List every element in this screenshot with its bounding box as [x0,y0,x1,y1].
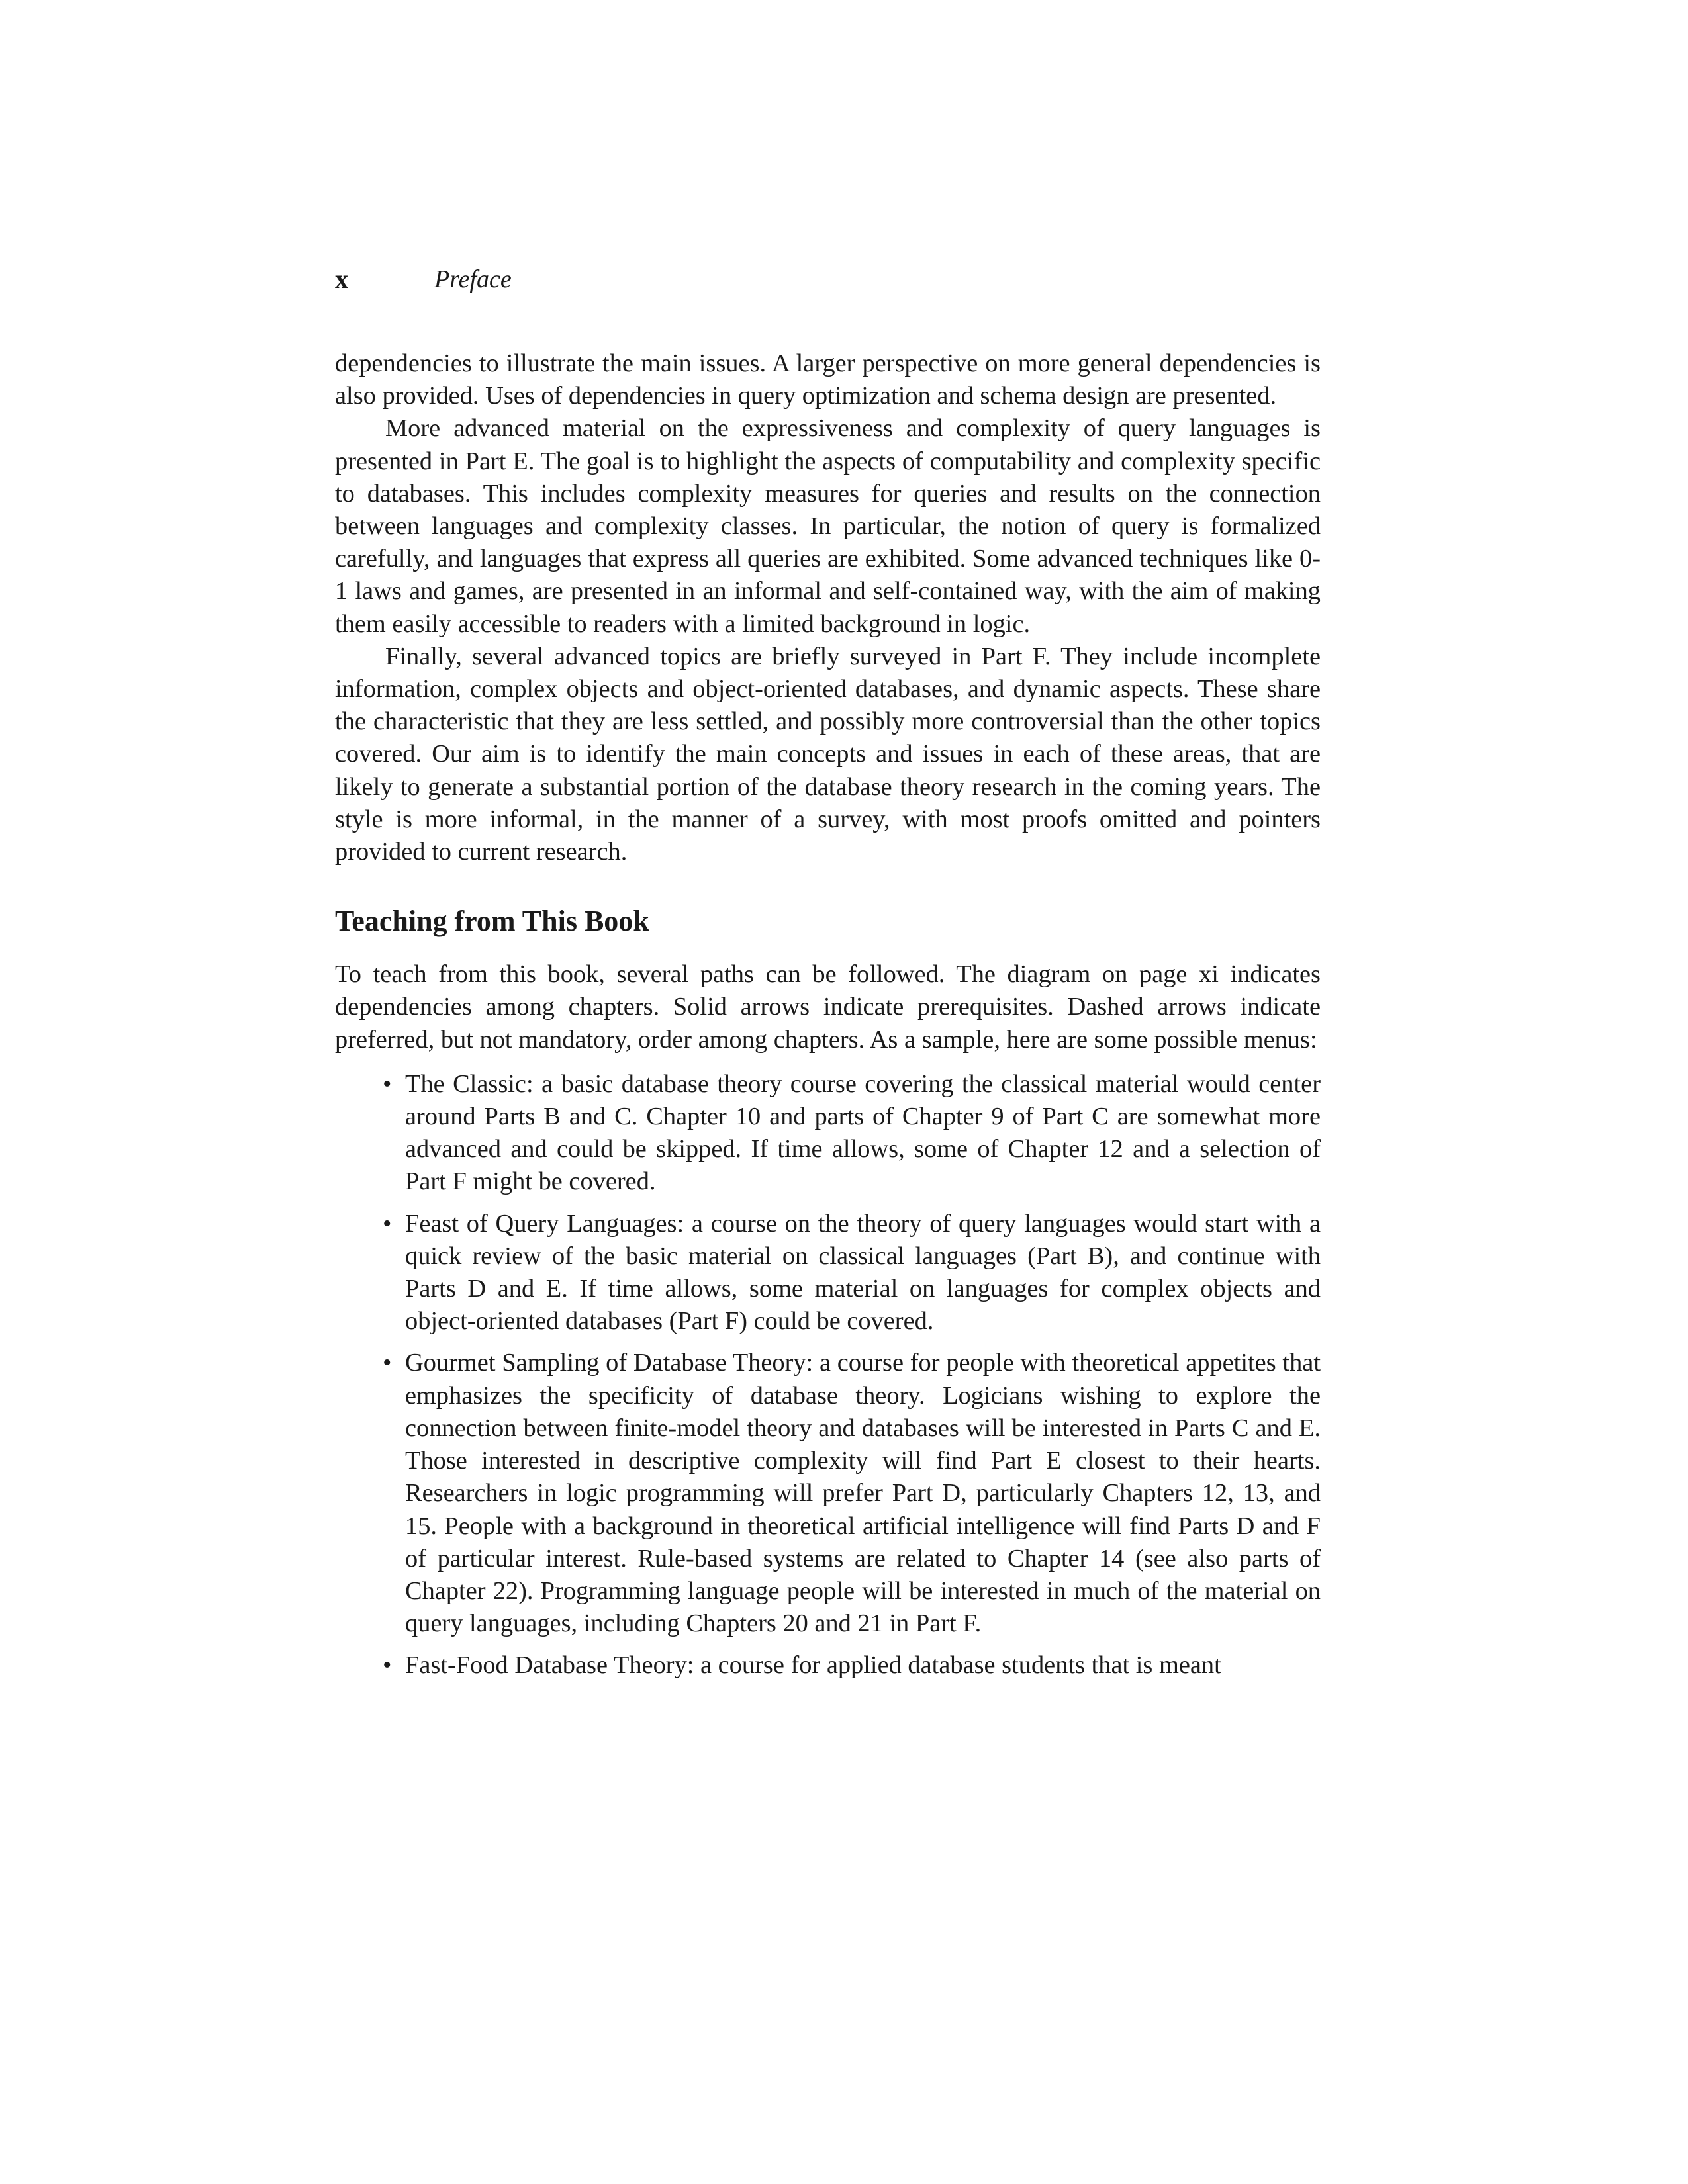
list-item-text: Fast-Food Database Theory: a course for applied database students that is meant [405,1651,1221,1680]
paragraph-dependencies: dependencies to illustrate the main issues. A larger perspective on more general dependencies is also provided. Uses of dependencies in query optimization and schema design are presented. [335,349,1321,410]
page-number: x [335,264,348,294]
bullet-icon: • [383,1651,392,1680]
section-heading: Teaching from This Book [335,905,649,938]
list-item-feast [383,1208,1321,1338]
bullet-icon: • [383,1069,392,1098]
bullet-icon: • [383,1209,392,1238]
list-item-text: Gourmet Sampling of Database Theory: a course for people with theoretical appetites that emphasizes the specificity of database theory. Logicians wishing to explore the connection between finite-model theory and databases will be interested in Parts C and E. Those interested in descriptive complexity will find Part E closest to their hearts. Researchers in logic programming will prefer Part D, particularly Chapters 12, 13, and 15. People with a background in theoretical artificial intelligence will find Parts D and F of particular interest. Rule-based systems are related to Chapter 14 (see also parts of Chapter 22). Programming language people will be interested in much of the material on query languages, including Chapters 20 and 21 in Part F. [405,1349,1321,1638]
bullet-icon: • [383,1349,392,1377]
body-text [335,347,1321,1692]
list-item-classic [383,1068,1321,1199]
running-head [335,259,1328,299]
list-item-text: Feast of Query Languages: a course on the theory of query languages would start with a quick review of the basic material on classical languages (Part B), and continue with Parts D and E. If time allows, some material on languages for complex objects and object-oriented databases (Part F) could be covered. [405,1209,1321,1336]
list-item-text: The Classic: a basic database theory course covering the classical material would center around Parts B and C. Chapter 10 and parts of Chapter 9 of Part C are somewhat more advanced and could be skipped. If time allows, some of Chapter 12 and a selection of Part F might be covered. [405,1069,1321,1196]
paragraph-part-f: Finally, several advanced topics are briefly surveyed in Part F. They include incomplete information, complex objects and object-oriented databases, and dynamic aspects. These share the characteristic that they are less settled, and possibly more controversial than the other topics covered. Our aim is to identify the main concepts and issues in each of these areas, that are likely to generate a substantial portion of the database theory research in the coming years. The style is more informal, in the manner of a survey, with most proofs omitted and pointers provided to current research. [335,642,1321,866]
paragraph-part-e: More advanced material on the expressiveness and complexity of query languages is presented in Part E. The goal is to highlight the aspects of computability and complexity specific to databases. This includes complexity measures for queries and results on the connection between languages and complexity classes. In particular, the notion of query is formalized carefully, and languages that express all queries are exhibited. Some advanced techniques like 0-1 laws and games, are presented in an informal and self-contained way, with the aim of making them easily accessible to readers with a limited background in logic. [335,414,1321,638]
list-item-fast-food [383,1649,1321,1682]
menu-list [335,1068,1321,1682]
running-title: Preface [434,265,512,293]
list-item-gourmet [383,1347,1321,1640]
section-intro: To teach from this book, several paths can be followed. The diagram on page xi indicates dependencies among chapters. Solid arrows indicate prerequisites. Dashed arrows indicate preferred, but not mandatory, order among chapters. As a sample, here are some possible menus: [335,960,1321,1054]
